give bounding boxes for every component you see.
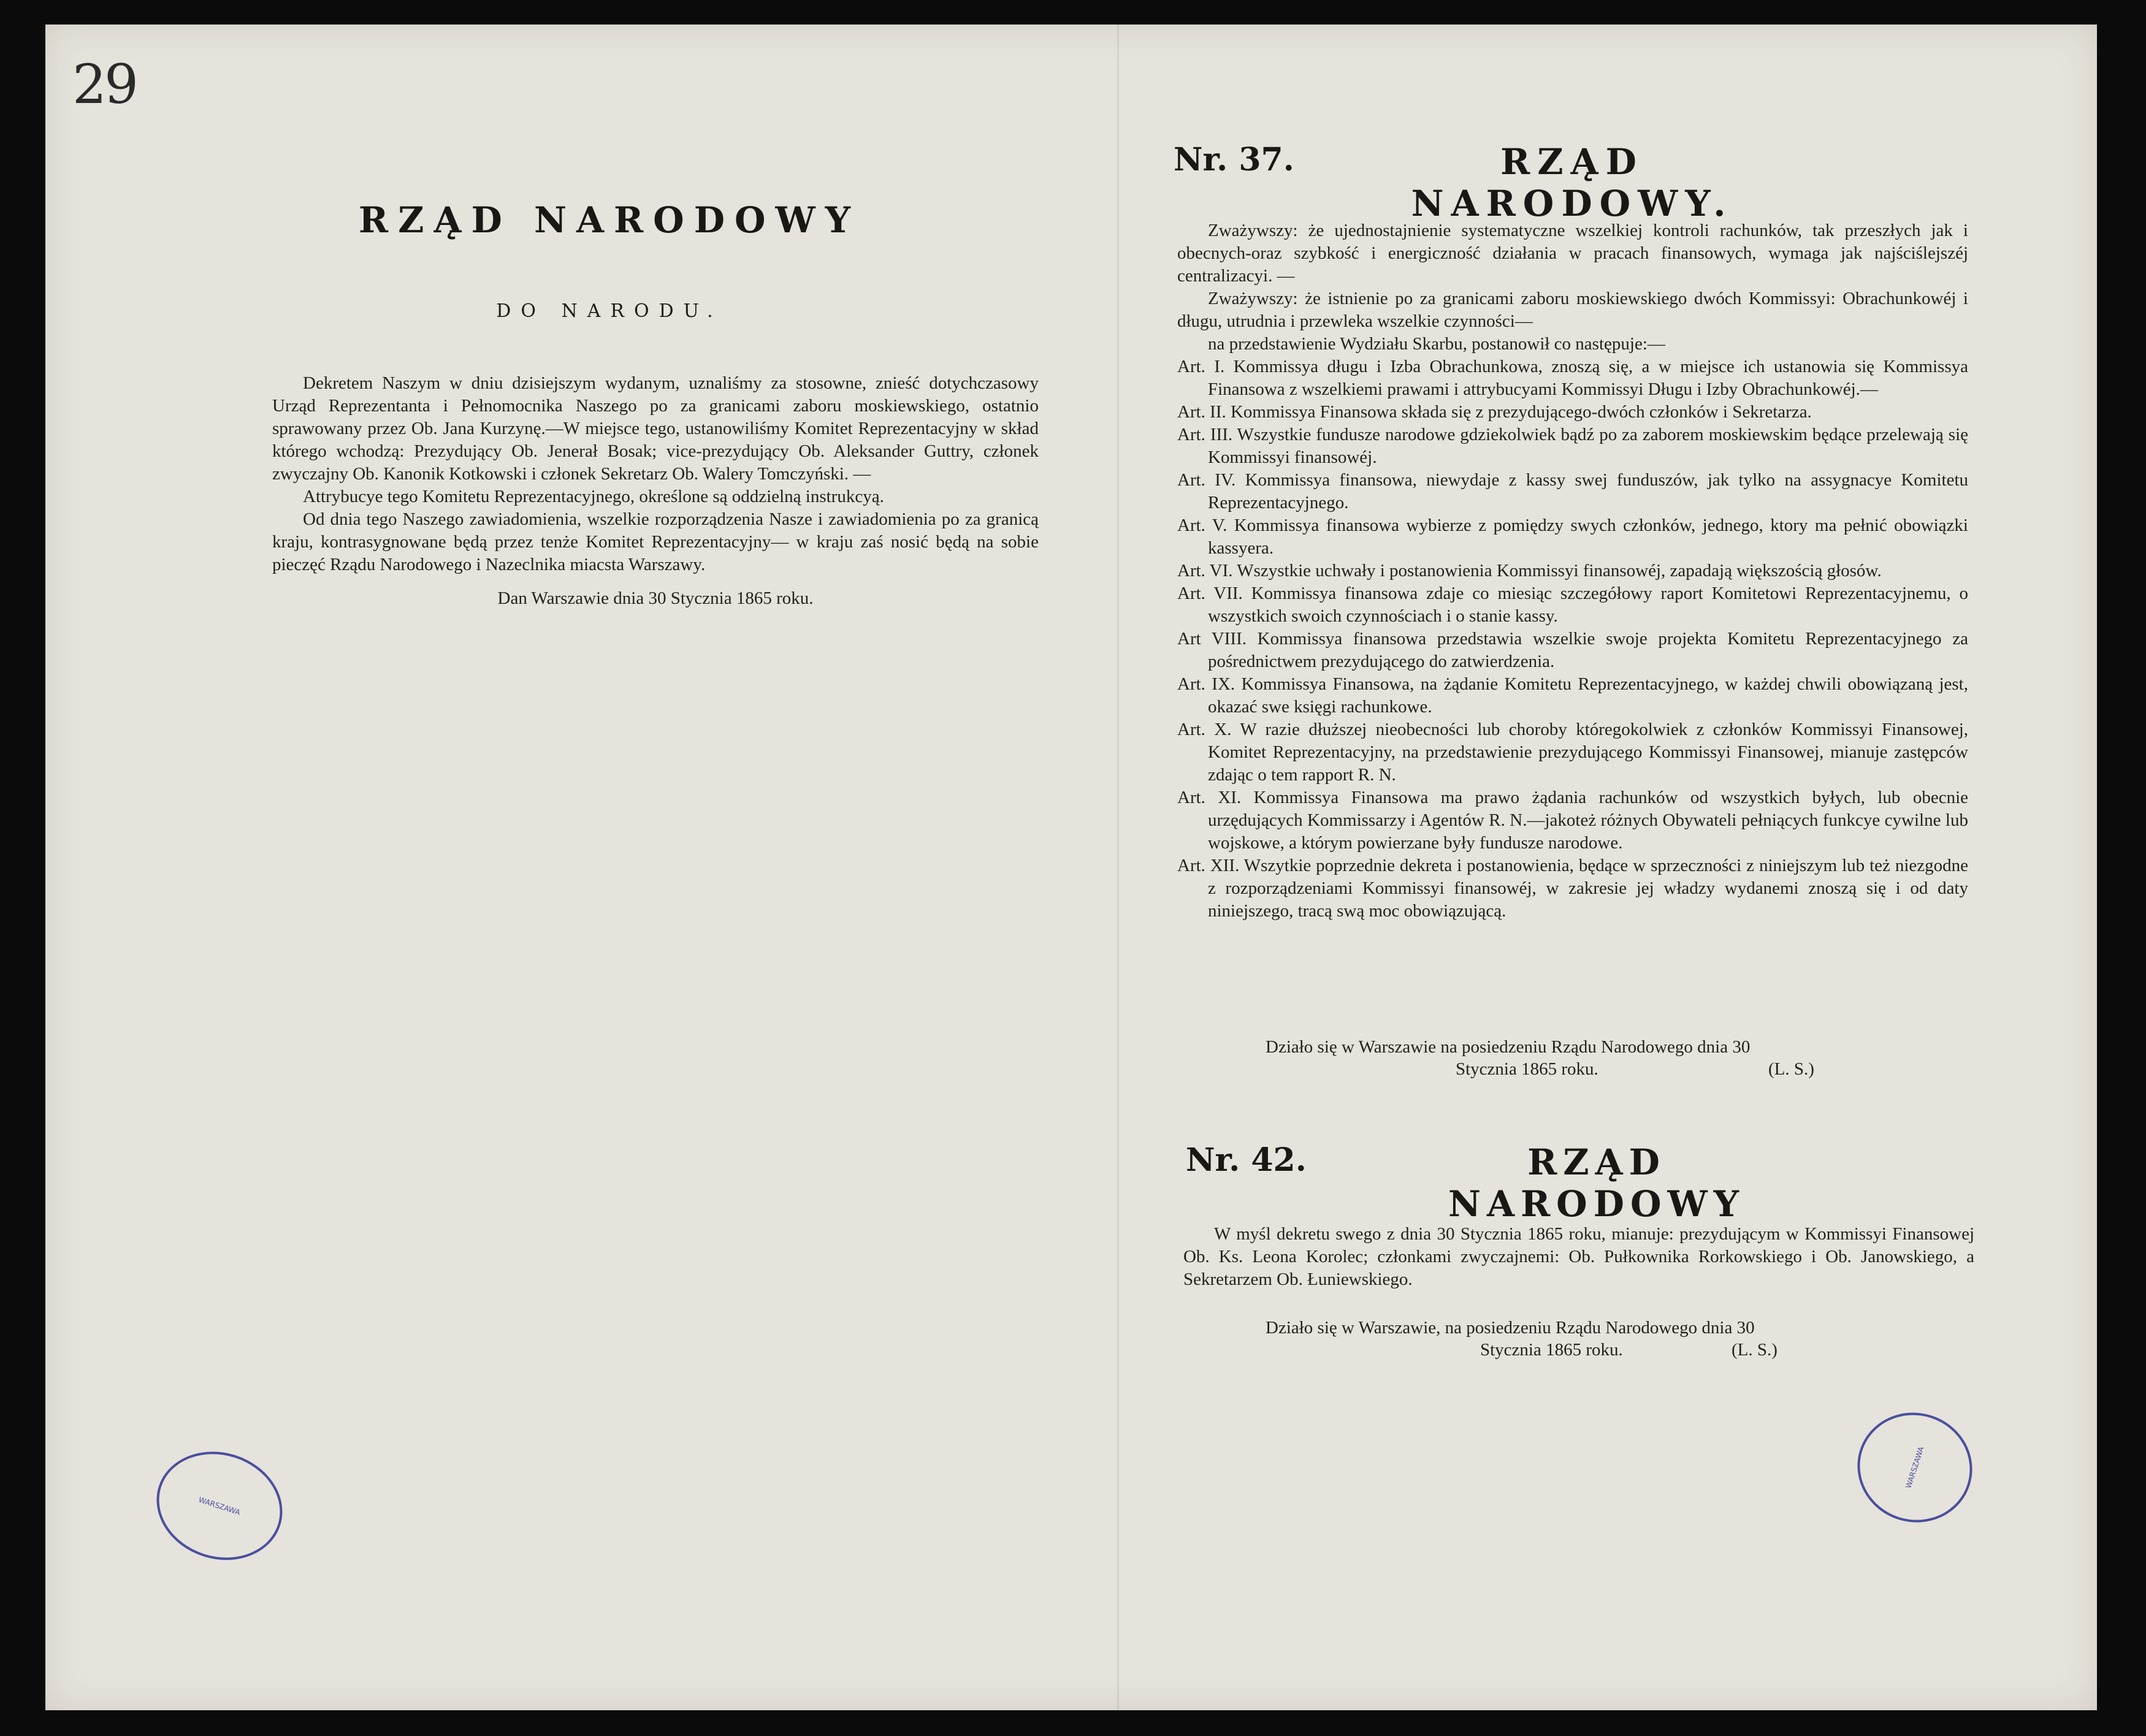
left-subtitle: DO NARODU. bbox=[496, 300, 723, 322]
page-number: 29 bbox=[72, 53, 136, 116]
nr37-body bbox=[1177, 219, 1968, 923]
nr37-seal-mark: (L. S.) bbox=[1768, 1059, 1814, 1079]
nr37-article: Art. I. Kommissya długu i Izba Obrachunkowa, znoszą się, a w miejsce ich ustanowia się Kommissya Finansowa z wszelkiemi prawami i attrybucyami Kommissyi Długu i Izby Obrachunkowéj.— bbox=[1177, 357, 1968, 399]
nr37-preamble: na przedstawienie Wydziału Skarbu, postanowił co następuje:— bbox=[1208, 334, 1665, 354]
nr42-paragraph: W myśl dekretu swego z dnia 30 Stycznia 1865 roku, mianuje: prezydującym w Kommissyi Finansowej Ob. Ks. Leona Korolec; członkami zwyczajnemi: Ob. Pułkownika Rorkowskiego i Ob. Janowskiego, a Sekretarzem Ob. Łuniewskiego. bbox=[1183, 1224, 1974, 1289]
nr37-article: Art. V. Kommissya finansowa wybierze z pomiędzy swych członków, jednego, ktory ma pełnić obowiązki kassyera. bbox=[1177, 516, 1968, 558]
left-body bbox=[272, 372, 1039, 610]
library-stamp-left bbox=[142, 1436, 296, 1576]
nr37-sign-line-2: Stycznia 1865 roku. bbox=[1456, 1059, 1598, 1079]
nr37-article: Art. XI. Kommissya Finansowa ma prawo żądania rachunków od wszystkich byłych, lub obecnie urzędujących Kommissarzy i Agentów R. N.—jakoteż różnych Obywateli pełniących funkcye cywilne lub wojskowe, a którym powierzane były fundusze narodowe. bbox=[1177, 788, 1968, 853]
nr42-sign-line-2: Stycznia 1865 roku. bbox=[1480, 1340, 1623, 1360]
left-title: RZĄD NARODOWY bbox=[358, 199, 861, 241]
nr42-number: Nr. 42. bbox=[1186, 1141, 1307, 1179]
nr42-body bbox=[1183, 1223, 1974, 1291]
left-paragraph: Dekretem Naszym w dniu dzisiejszym wydanym, uznaliśmy za stosowne, znieść dotychczasowy Urząd Reprezentanta i Pełnomocnika Naszego po za granicami zaboru moskiewskiego, ostatnio sprawowany przez Ob. Jana Kurzynę.—W miejsce tego, ustanowiliśmy Komitet Reprezentacyjny w skład którego wchodzą: Prezydujący Ob. Jenerał Bosak; vice-prezydujący Ob. Aleksander Guttry, członek zwyczajny Ob. Kanonik Kotkowski i członek Sekretarz Ob. Walery Tomczyński. — bbox=[272, 373, 1039, 484]
nr37-article: Art. II. Kommissya Finansowa składa się z prezydującego-dwóch członków i Sekretarza. bbox=[1177, 402, 1812, 422]
left-date-line: Dan Warszawie dnia 30 Stycznia 1865 roku. bbox=[497, 588, 814, 608]
nr37-article: Art. VII. Kommissya finansowa zdaje co miesiąc szczegółowy raport Komitetowi Reprezentacyjnemu, o wszystkich swoich czynnościach i o stanie kassy. bbox=[1177, 584, 1968, 626]
nr37-article: Art. VI. Wszystkie uchwały i postanowienia Kommissyi finansowéj, zapadają większością głosów. bbox=[1177, 561, 1882, 581]
stamp-text: WARSZAWA bbox=[1904, 1445, 1926, 1490]
left-paragraph: Attrybucye tego Komitetu Reprezentacyjnego, określone są oddzielną instrukcyą. bbox=[303, 487, 884, 506]
stamp-text: WARSZAWA bbox=[197, 1494, 242, 1517]
nr37-preamble: Zważywszy: że ujednostajnienie systematyczne wszelkiej kontroli rachunków, tak przeszłych jak i obecnych-oraz szybkość i energiczność działania w pracach finansowych, wymaga jak najściślejszéj centralizacyi. — bbox=[1177, 221, 1968, 286]
nr37-article: Art. IX. Kommissya Finansowa, na żądanie Komitetu Reprezentacyjnego, w każdej chwili obowiązaną jest, okazać swe księgi rachunkowe. bbox=[1177, 674, 1968, 717]
nr37-sign-line-1: Działo się w Warszawie na posiedzeniu Rządu Narodowego dnia 30 bbox=[1266, 1037, 1751, 1057]
nr37-article: Art. III. Wszystkie fundusze narodowe gdziekolwiek bądź po za zaborem moskiewskim będące przelewają się Kommissyi finansowéj. bbox=[1177, 425, 1968, 467]
nr42-title: RZĄD NARODOWY bbox=[1448, 1141, 1746, 1225]
nr37-article: Art. X. W razie dłuższej nieobecności lub choroby któregokolwiek z członków Kommissyi Finansowej, Komitet Reprezentacyjny, na przedstawienie prezydującego Kommissyi Finansowej, mianuje zastępców zdając o tem rapport R. N. bbox=[1177, 720, 1968, 785]
page-fold bbox=[1117, 25, 1119, 1710]
nr42-sign-line-1: Działo się w Warszawie, na posiedzeniu Rządu Narodowego dnia 30 bbox=[1266, 1318, 1755, 1338]
nr42-seal-mark: (L. S.) bbox=[1732, 1340, 1778, 1360]
nr37-article: Art. IV. Kommissya finansowa, niewydaje z kassy swej funduszów, jak tylko na assygnacye Komitetu Reprezentacyjnego. bbox=[1177, 470, 1968, 512]
left-paragraph: Od dnia tego Naszego zawiadomienia, wszelkie rozporządzenia Nasze i zawiadomienia po za granicą kraju, kontrasygnowane będą przez tenże Komitet Reprezentacyjny— w kraju zaś nosić będą na sobie pieczęć Rządu Narodowego i Nazeclnika miacsta Warszawy. bbox=[272, 509, 1039, 574]
library-stamp-right bbox=[1843, 1398, 1987, 1537]
nr37-number: Nr. 37. bbox=[1174, 141, 1294, 178]
nr37-title: RZĄD NARODOWY. bbox=[1411, 141, 1733, 224]
nr37-preamble: Zważywszy: że istnienie po za granicami zaboru moskiewskiego dwóch Kommissyi: Obrachunkowéj i długu, utrudnia i przewleka wszelkie czynności— bbox=[1177, 289, 1968, 331]
document-sheet bbox=[45, 25, 2097, 1710]
nr37-article: Art VIII. Kommissya finansowa przedstawia wszelkie swoje projekta Komitetu Reprezentacyjnego za pośrednictwem prezydującego do zatwierdzenia. bbox=[1177, 629, 1968, 671]
nr37-article: Art. XII. Wszytkie poprzednie dekreta i postanowienia, będące w sprzeczności z niniejszym lub też niezgodne z rozporządzeniami Kommissyi finansowéj, w zakresie jej władzy wydanemi znoszą się i od daty niniejszego, tracą swą moc obowiązującą. bbox=[1177, 856, 1968, 921]
